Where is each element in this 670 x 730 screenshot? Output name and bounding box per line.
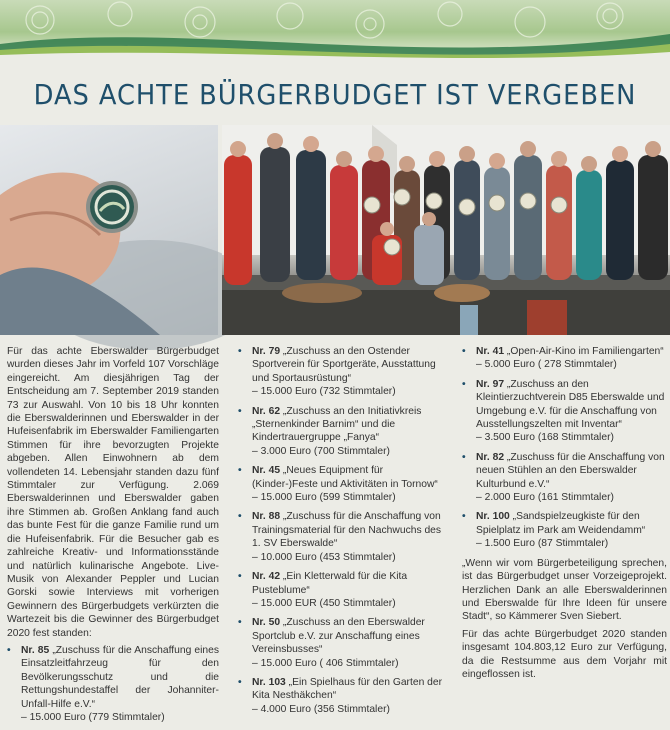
photo-hand-holding-coin	[0, 125, 218, 335]
item-amount: – 15.000 Euro ( 406 Stimmtaler)	[252, 657, 399, 669]
banner-pattern	[0, 0, 670, 58]
list-item	[462, 510, 667, 550]
list-item	[238, 405, 450, 459]
item-amount: – 15.000 Euro (732 Stimmtaler)	[252, 386, 396, 398]
list-item	[238, 570, 450, 610]
item-amount: – 2.000 Euro (161 Stimmtaler)	[476, 492, 614, 504]
item-text: „Zuschuss an den Eberswalder Sportclub e.V. zur Anschaffung eines Vereinsbusses“	[252, 617, 425, 656]
item-text: „Ein Spielhaus für den Garten der Kita Nesthäkchen“	[252, 676, 443, 702]
decorative-banner	[0, 0, 670, 58]
list-item	[238, 510, 450, 564]
item-number: Nr. 97	[476, 378, 505, 390]
bullet-icon: •	[462, 511, 466, 523]
item-amount: – 3.000 Euro (700 Stimmtaler)	[252, 445, 390, 457]
item-number: Nr. 45	[252, 465, 281, 477]
item-text: „Open-Air-Kino im Familiengarten“	[504, 346, 664, 357]
bullet-icon: •	[238, 465, 242, 477]
item-number: Nr. 100	[476, 511, 510, 523]
item-amount: – 15.000 Euro (599 Stimmtaler)	[252, 492, 396, 504]
item-number: Nr. 62	[252, 405, 281, 417]
list-item	[462, 378, 667, 445]
item-number: Nr. 88	[252, 511, 281, 523]
list-item	[462, 345, 667, 372]
bullet-icon: •	[462, 451, 466, 463]
column-projects-1	[238, 345, 450, 722]
item-amount: – 4.000 Euro (356 Stimmtaler)	[252, 703, 390, 715]
item-text: „Zuschuss an den Kleintierzuchtverein D85 Eberswalde und Umgebung e.V. für die Anschaffung von Ausstellungszelten mit Inventar“	[476, 378, 665, 431]
quote-paragraph: „Wenn wir vom Bürgerbeteiligung sprechen, ist das Bürgerbudget unser Vorzeigeprojekt. Herzlichen Dank an alle Eberswalderinnen und Eberswalde für Ihre Ideen für unsere Stadt“, so Kämmerer Sven Siebert.	[462, 557, 667, 623]
item-number: Nr. 41	[476, 346, 505, 357]
item-text: „Sandspielzeugkiste für den Spielplatz im Park am Weidendamm“	[476, 511, 646, 536]
bullet-icon: •	[7, 644, 11, 656]
bullet-icon: •	[462, 378, 466, 390]
list-item	[238, 464, 450, 504]
list-item	[238, 676, 450, 716]
bullet-icon: •	[238, 571, 242, 583]
bullet-icon: •	[238, 676, 242, 688]
item-amount: – 10.000 Euro (453 Stimmtaler)	[252, 551, 396, 563]
item-number: Nr. 42	[252, 571, 281, 583]
column-projects-2	[462, 345, 667, 685]
item-amount: – 15.000 Euro (779 Stimmtaler)	[21, 711, 165, 723]
bullet-icon: •	[238, 405, 242, 417]
intro-paragraph: Für das achte Eberswalder Bürgerbudget wurden dieses Jahr im Vorfeld 107 Vorschläge eingereicht. Am diesjährigen Tag der Entscheidung am 7. September 2019 standen 73 zur Auswahl. Von 10 bis 18 Uhr konnten die Eberswalderinnen und Eberswalder in der Hufeisenfabrik im Eberswalder Familiengarten Stimmen für ihre bevorzugten Projekte abgeben. Allen Einwohnern ab dem vollendeten 14. Lebensjahr standen dazu fünf Stimmtaler zur Verfügung. 2.069 Eberswalderinnen und Eberswalder gaben ihre Stimmen ab. Großen Anklang fand auch das bunte Fest für die ganze Familie rund um die Hufeisenfabrik. Für die Besucher gab es zahlreiche Kreativ- und Informationsstände und natürlich kulinarische Angebote. Live-Musik von Alexander Peppler und Lucian Gorski sowie Interviews mit vorherigen Gewinnern des Bürgerbudgets verkürzten die Wartezeit bis die Gewinner des Bürgerbudget 2020 fest standen:	[7, 346, 219, 639]
item-text: „Zuschuss an den Ostender Sportverein für Sportgeräte, Ausstattung und Sportausrüstung“	[252, 346, 436, 384]
item-number: Nr. 82	[476, 451, 505, 463]
list-item	[7, 644, 219, 724]
item-amount: – 1.500 Euro (87 Stimmtaler)	[476, 538, 609, 550]
item-number: Nr. 85	[21, 644, 50, 656]
item-text: „Zuschuss für die Anschaffung eines Einsatzleitfahrzeug für den Bevölkerungsschutz und die Rettungshundestaffel der Johanniter-Unfall-Hilfe e.V.“	[21, 644, 219, 710]
item-text: „Ein Kletterwald für die Kita Pusteblume“	[252, 571, 408, 596]
bullet-icon: •	[462, 346, 466, 357]
item-amount: – 15.000 EUR (450 Stimmtaler)	[252, 597, 396, 609]
item-number: Nr. 79	[252, 346, 281, 357]
photo-group-winners	[222, 125, 670, 335]
item-amount: – 3.500 Euro (168 Stimmtaler)	[476, 432, 614, 444]
bullet-icon: •	[238, 346, 242, 357]
item-text: „Neues Equipment für (Kinder-)Feste und Aktivitäten in Tornow“	[252, 465, 438, 490]
list-item	[238, 616, 450, 670]
item-text: „Zuschuss an den Initiativkreis „Sternenkinder Barnim“ und die Kindertrauergruppe „Fanya“	[252, 405, 422, 444]
headline: DAS ACHTE BÜRGERBUDGET IST VERGEBEN	[33, 78, 637, 111]
bullet-icon: •	[238, 617, 242, 629]
list-item	[462, 451, 667, 505]
closing-paragraph: Für das achte Bürgerbudget 2020 standen insgesamt 104.803,12 Euro zur Verfügung, da die Restsumme aus dem Vorjahr mit eingeflossen ist.	[462, 628, 667, 680]
item-text: „Zuschuss für die Anschaffung von Trainingsmaterial für den Nachwuchs des 1. SV Eberswalde“	[252, 511, 442, 550]
item-text: „Zuschuss für die Anschaffung von neuen Stühlen an den Eberswalder Kulturbund e.V.“	[476, 451, 665, 490]
item-number: Nr. 103	[252, 676, 286, 688]
bullet-icon: •	[238, 511, 242, 523]
list-item	[238, 345, 450, 399]
item-amount: – 5.000 Euro ( 278 Stimmtaler)	[476, 359, 617, 371]
item-number: Nr. 50	[252, 617, 281, 629]
column-intro	[7, 345, 219, 730]
